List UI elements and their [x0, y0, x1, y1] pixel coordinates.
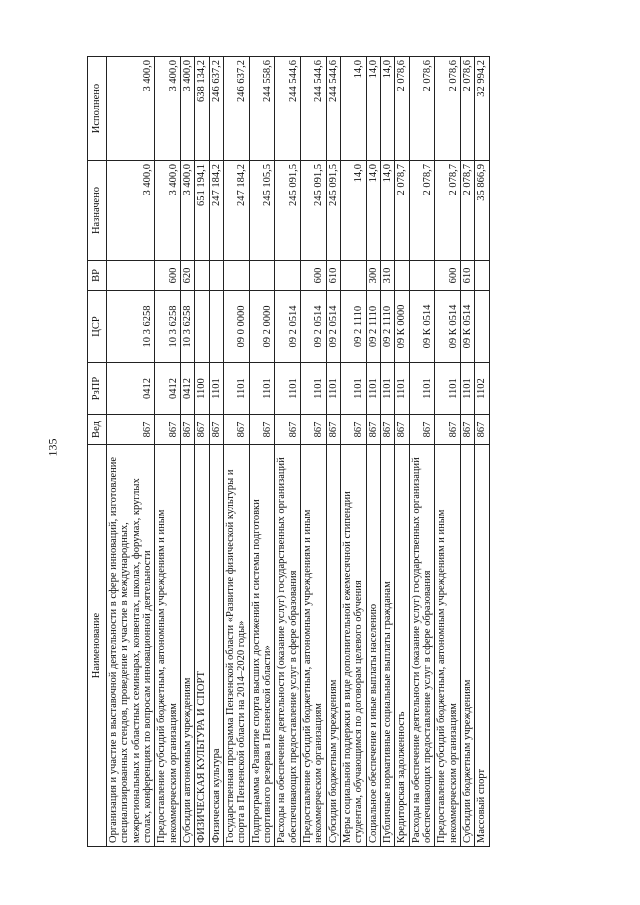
cell-ved: 867 — [380, 415, 394, 445]
cell-executed: 244 558,6 — [249, 57, 275, 161]
header-rzpr: РзПР — [88, 363, 107, 415]
cell-csr: 10 3 6258 — [155, 291, 181, 363]
cell-executed: 2 078,6 — [460, 57, 474, 161]
header-csr: ЦСР — [88, 291, 107, 363]
budget-table-container — [87, 57, 551, 847]
table-row — [409, 57, 435, 847]
cell-csr: 09 0 0000 — [223, 291, 249, 363]
cell-executed: 14,0 — [366, 57, 380, 161]
cell-rzpr: 1101 — [249, 363, 275, 415]
table-row — [195, 57, 209, 847]
cell-csr: 09 2 1110 — [380, 291, 394, 363]
cell-planned: 245 091,5 — [326, 161, 340, 261]
cell-vr — [340, 261, 366, 291]
cell-csr: 10 3 6258 — [107, 291, 155, 363]
cell-csr: 09 2 0000 — [249, 291, 275, 363]
cell-ved: 867 — [223, 415, 249, 445]
cell-ved: 867 — [209, 415, 223, 445]
cell-csr: 09 2 1110 — [366, 291, 380, 363]
cell-csr: 09 2 1110 — [340, 291, 366, 363]
cell-csr: 09 К 0000 — [395, 291, 409, 363]
cell-executed: 14,0 — [380, 57, 394, 161]
cell-name: Предоставление субсидий бюджетным, автономным учреждениям и иным некоммерческим организациям — [435, 445, 461, 847]
cell-ved: 867 — [300, 415, 326, 445]
cell-rzpr: 1101 — [275, 363, 301, 415]
cell-name: ФИЗИЧЕСКАЯ КУЛЬТУРА И СПОРТ — [195, 445, 209, 847]
cell-ved: 867 — [366, 415, 380, 445]
cell-ved: 867 — [249, 415, 275, 445]
cell-vr — [223, 261, 249, 291]
cell-rzpr: 1101 — [460, 363, 474, 415]
cell-rzpr: 0412 — [155, 363, 181, 415]
cell-vr — [275, 261, 301, 291]
cell-vr: 610 — [326, 261, 340, 291]
header-vr: ВР — [88, 261, 107, 291]
cell-name: Предоставление субсидий бюджетным, автономным учреждениям и иным некоммерческим организациям — [300, 445, 326, 847]
table-row — [180, 57, 194, 847]
table-header-row — [88, 57, 107, 847]
cell-rzpr: 0412 — [107, 363, 155, 415]
cell-ved: 867 — [409, 415, 435, 445]
cell-csr: 09 К 0514 — [435, 291, 461, 363]
header-ved: Вед — [88, 415, 107, 445]
table-row — [300, 57, 326, 847]
cell-ved: 867 — [107, 415, 155, 445]
cell-planned: 2 078,7 — [395, 161, 409, 261]
cell-vr — [107, 261, 155, 291]
cell-vr: 600 — [155, 261, 181, 291]
table-row — [460, 57, 474, 847]
cell-vr — [209, 261, 223, 291]
cell-executed: 32 994,2 — [475, 57, 489, 161]
cell-planned: 2 078,7 — [409, 161, 435, 261]
cell-planned: 14,0 — [366, 161, 380, 261]
table-row — [340, 57, 366, 847]
cell-executed: 3 400,0 — [155, 57, 181, 161]
cell-ved: 867 — [435, 415, 461, 445]
budget-table — [87, 56, 490, 847]
cell-planned: 3 400,0 — [180, 161, 194, 261]
cell-vr: 600 — [435, 261, 461, 291]
header-name: Наименование — [88, 445, 107, 847]
cell-ved: 867 — [340, 415, 366, 445]
cell-executed: 244 544,6 — [275, 57, 301, 161]
cell-rzpr: 1101 — [409, 363, 435, 415]
cell-executed: 246 637,2 — [223, 57, 249, 161]
table-row — [107, 57, 155, 847]
cell-rzpr: 1101 — [340, 363, 366, 415]
cell-csr: 09 К 0514 — [460, 291, 474, 363]
cell-rzpr: 1101 — [380, 363, 394, 415]
cell-executed: 14,0 — [340, 57, 366, 161]
cell-planned: 247 184,2 — [209, 161, 223, 261]
cell-planned: 3 400,0 — [107, 161, 155, 261]
cell-name: Кредиторская задолженность — [395, 445, 409, 847]
cell-csr: 09 2 0514 — [300, 291, 326, 363]
cell-name: Субсидии бюджетным учреждениям — [326, 445, 340, 847]
cell-vr: 300 — [366, 261, 380, 291]
cell-rzpr: 1101 — [326, 363, 340, 415]
cell-ved: 867 — [326, 415, 340, 445]
cell-rzpr: 1101 — [395, 363, 409, 415]
cell-ved: 867 — [395, 415, 409, 445]
cell-rzpr: 1101 — [300, 363, 326, 415]
cell-csr — [209, 291, 223, 363]
cell-ved: 867 — [475, 415, 489, 445]
cell-vr — [475, 261, 489, 291]
cell-name: Субсидии бюджетным учреждениям — [460, 445, 474, 847]
table-row — [275, 57, 301, 847]
cell-vr — [195, 261, 209, 291]
table-row — [435, 57, 461, 847]
header-executed: Исполнено — [88, 57, 107, 161]
cell-name: Меры социальной поддержки в виде дополнительной ежемесячной стипендии студентам, обучающимся по договорам целевого обучения — [340, 445, 366, 847]
cell-executed: 3 400,0 — [180, 57, 194, 161]
cell-rzpr: 1101 — [209, 363, 223, 415]
cell-vr — [249, 261, 275, 291]
cell-executed: 2 078,6 — [395, 57, 409, 161]
table-row — [395, 57, 409, 847]
cell-executed: 244 544,6 — [326, 57, 340, 161]
cell-executed: 3 400,0 — [107, 57, 155, 161]
header-planned: Назначено — [88, 161, 107, 261]
cell-name: Подпрограмма «Развитие спорта высших достижений и системы подготовки спортивного резерва в Пензенской области» — [249, 445, 275, 847]
table-row — [380, 57, 394, 847]
cell-name: Субсидии автономным учреждениям — [180, 445, 194, 847]
cell-vr: 610 — [460, 261, 474, 291]
cell-csr: 10 3 6258 — [180, 291, 194, 363]
cell-name: Физическая культура — [209, 445, 223, 847]
cell-ved: 867 — [275, 415, 301, 445]
cell-planned: 247 184,2 — [223, 161, 249, 261]
page-number: 135 — [45, 438, 60, 457]
table-row — [223, 57, 249, 847]
cell-name: Публичные нормативные социальные выплаты гражданам — [380, 445, 394, 847]
cell-planned: 651 194,1 — [195, 161, 209, 261]
cell-csr — [195, 291, 209, 363]
table-row — [366, 57, 380, 847]
cell-csr: 09 К 0514 — [409, 291, 435, 363]
cell-planned: 245 091,5 — [275, 161, 301, 261]
cell-vr: 310 — [380, 261, 394, 291]
cell-executed: 638 134,2 — [195, 57, 209, 161]
cell-rzpr: 1101 — [223, 363, 249, 415]
cell-planned: 2 078,7 — [460, 161, 474, 261]
cell-name: Государственная программа Пензенской области «Развитие физической культуры и спорта в Пензенской области на 2014–2020 годы» — [223, 445, 249, 847]
table-row — [155, 57, 181, 847]
cell-csr: 09 2 0514 — [326, 291, 340, 363]
cell-planned: 35 866,9 — [475, 161, 489, 261]
cell-rzpr: 1102 — [475, 363, 489, 415]
cell-rzpr: 0412 — [180, 363, 194, 415]
cell-vr — [395, 261, 409, 291]
cell-name: Расходы на обеспечение деятельности (оказание услуг) государственных организаций обеспечивающих предоставление услуг в сфере образования — [409, 445, 435, 847]
cell-executed: 2 078,6 — [409, 57, 435, 161]
cell-planned: 3 400,0 — [155, 161, 181, 261]
table-row — [249, 57, 275, 847]
cell-csr — [475, 291, 489, 363]
cell-planned: 245 091,5 — [300, 161, 326, 261]
cell-planned: 2 078,7 — [435, 161, 461, 261]
cell-rzpr: 1101 — [366, 363, 380, 415]
cell-executed: 2 078,6 — [435, 57, 461, 161]
cell-ved: 867 — [195, 415, 209, 445]
cell-rzpr: 1100 — [195, 363, 209, 415]
cell-rzpr: 1101 — [435, 363, 461, 415]
cell-vr: 600 — [300, 261, 326, 291]
table-row — [475, 57, 489, 847]
cell-vr: 620 — [180, 261, 194, 291]
cell-name: Расходы на обеспечение деятельности (оказание услуг) государственных организаций обеспечивающих предоставление услуг в сфере образования — [275, 445, 301, 847]
cell-executed: 244 544,6 — [300, 57, 326, 161]
cell-name: Социальное обеспечение и иные выплаты населению — [366, 445, 380, 847]
cell-name: Массовый спорт — [475, 445, 489, 847]
cell-executed: 246 637,2 — [209, 57, 223, 161]
cell-ved: 867 — [460, 415, 474, 445]
cell-planned: 14,0 — [380, 161, 394, 261]
cell-ved: 867 — [155, 415, 181, 445]
table-row — [209, 57, 223, 847]
cell-vr — [409, 261, 435, 291]
rotated-page — [87, 57, 551, 847]
cell-planned: 245 105,5 — [249, 161, 275, 261]
cell-csr: 09 2 0514 — [275, 291, 301, 363]
cell-name: Организация и участие в выставочной деятельности в сфере инноваций, изготовление специализированных стендов, проведение и участие в международных, межрегиональных и областных семинарах, конвентах, школах, форумах, круглых столах, конференциях по вопросам инновационной деятельности — [107, 445, 155, 847]
cell-ved: 867 — [180, 415, 194, 445]
cell-planned: 14,0 — [340, 161, 366, 261]
table-row — [326, 57, 340, 847]
cell-name: Предоставление субсидий бюджетным, автономным учреждениям и иным некоммерческим организациям — [155, 445, 181, 847]
